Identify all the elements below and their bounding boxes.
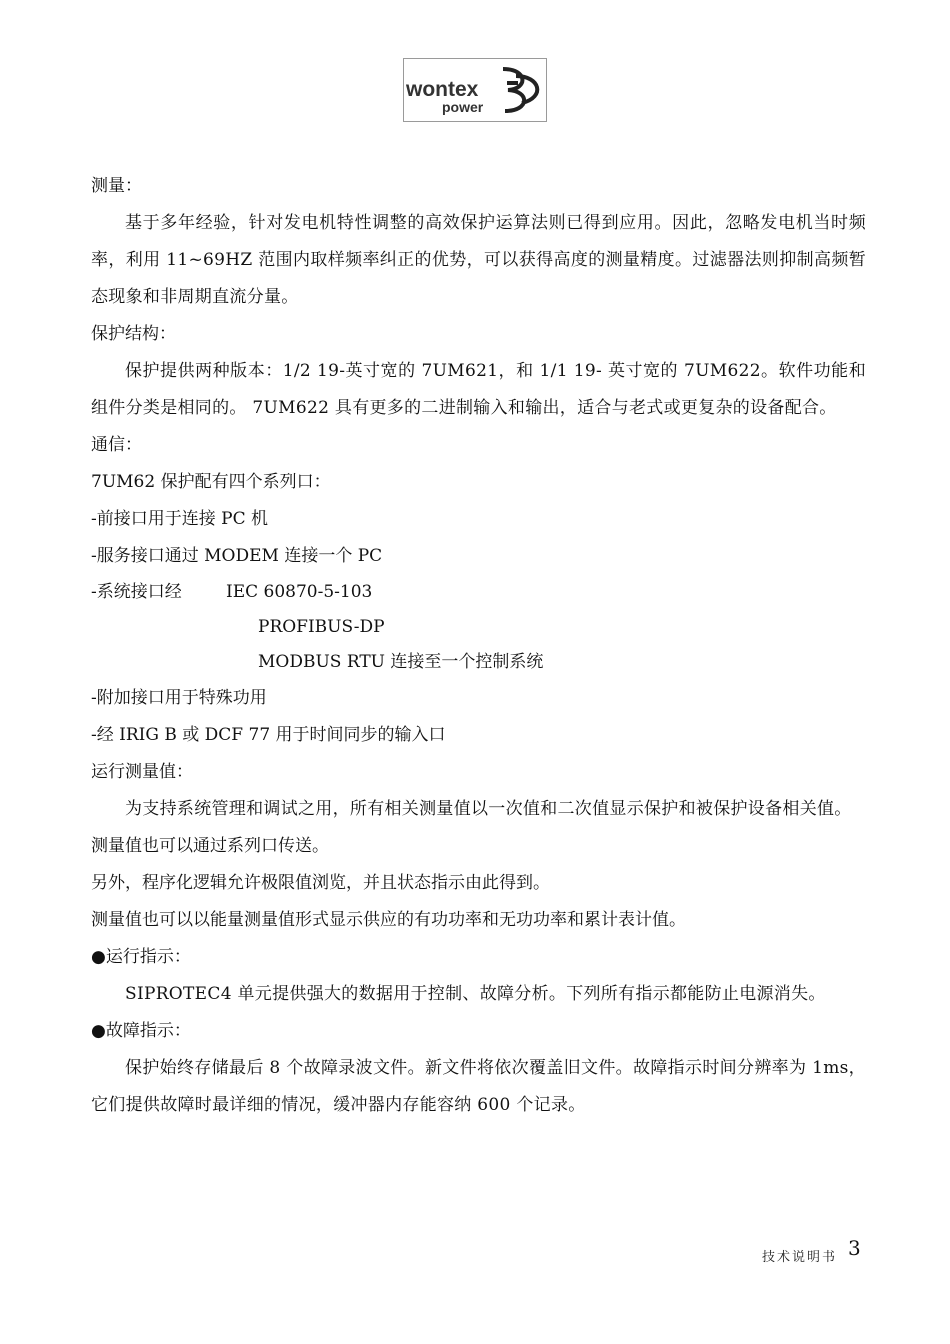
communication-time-sync: -经 IRIG B 或 DCF 77 用于时间同步的输入口: [91, 725, 446, 745]
company-logo: [403, 58, 547, 122]
heading-protection-structure: 保护结构：: [91, 324, 176, 344]
operational-values-line-2: 测量值也可以通过系列口传送。: [91, 836, 329, 856]
heading-communication: 通信：: [91, 435, 142, 455]
protocol-iec: IEC 60870-5-103: [226, 582, 373, 602]
communication-additional-interface: -附加接口用于特殊功用: [91, 688, 267, 708]
communication-intro: 7UM62 保护配有四个系列口：: [91, 472, 331, 492]
logo-subword: power: [442, 99, 484, 115]
page-number: 3: [848, 1236, 861, 1260]
heading-operational-values: 运行测量值：: [91, 762, 193, 782]
logo-3p-mark: [503, 69, 537, 111]
paragraph-operational-indications: SIPROTEC4 单元提供强大的数据用于控制、故障分析。下列所有指示都能防止电源消失。: [125, 984, 826, 1004]
communication-service-interface: -服务接口通过 MODEM 连接一个 PC: [91, 546, 383, 566]
operational-values-line-4: 测量值也可以以能量测量值形式显示供应的有功功率和无功功率和累计表计值。: [91, 910, 686, 930]
paragraph-fault-indications: 保护始终存储最后 8 个故障录波文件。新文件将依次覆盖旧文件。故障指示时间分辨率为 1ms，它们提供故障时最详细的情况，缓冲器内存能容纳 600 个记录。: [91, 1058, 866, 1115]
paragraph-protection-structure: 保护提供两种版本：1/2 19-英寸宽的 7UM621，和 1/1 19- 英寸宽的 7UM622。软件功能和组件分类是相同的。 7UM622 具有更多的二进制输入和输出，适合与老式或更复杂的设备配合。: [91, 361, 866, 418]
operational-values-line-3: 另外，程序化逻辑允许极限值浏览，并且状态指示由此得到。: [91, 873, 550, 893]
heading-measurement: 测量：: [91, 176, 142, 196]
protocol-profibus: PROFIBUS-DP: [258, 617, 385, 637]
logo-wordmark: wontex: [406, 78, 479, 101]
protocol-modbus: MODBUS RTU 连接至一个控制系统: [258, 652, 544, 672]
system-interface-lead: -系统接口经: [91, 582, 182, 602]
heading-fault-indications: ●故障指示：: [91, 1021, 191, 1041]
document-body: [91, 168, 866, 1124]
footer-label: 技术说明书: [762, 1250, 838, 1265]
paragraph-operational-values: 为支持系统管理和调试之用，所有相关测量值以一次值和二次值显示保护和被保护设备相关值。: [125, 799, 852, 819]
communication-system-interface: [91, 575, 866, 610]
heading-operational-indications: ●运行指示：: [91, 947, 191, 967]
paragraph-measurement: 基于多年经验，针对发电机特性调整的高效保护运算法则已得到应用。因此，忽略发电机当时频率，利用 11~69HZ 范围内取样频率纠正的优势，可以获得高度的测量精度。过滤器法则抑制高频暂态现象和非周期直流分量。: [91, 213, 866, 307]
communication-front-interface: -前接口用于连接 PC 机: [91, 509, 268, 529]
